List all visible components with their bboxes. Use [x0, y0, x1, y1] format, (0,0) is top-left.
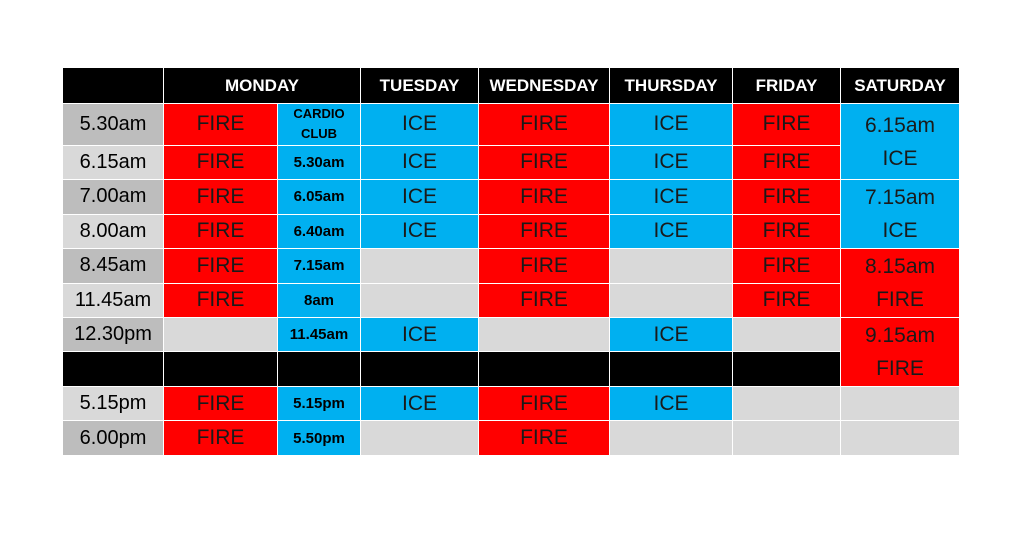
thursday-class-cell: ICE [610, 214, 733, 248]
table-row [63, 249, 960, 283]
time-cell: 8.00am [63, 214, 164, 248]
time-cell: 5.30am [63, 104, 164, 146]
header-row [63, 68, 960, 104]
tuesday-class-cell: ICE [361, 214, 479, 248]
time-cell: 11.45am [63, 283, 164, 317]
time-cell: 6.15am [63, 145, 164, 179]
tuesday-class-cell [361, 249, 479, 283]
saturday-session-type: ICE [882, 219, 918, 243]
tuesday-class-cell [361, 283, 479, 317]
time-cell: 6.00pm [63, 421, 164, 456]
monday-class-cell: FIRE [164, 145, 278, 179]
saturday-session-cell [841, 249, 960, 318]
separator-cell [63, 352, 164, 386]
wednesday-class-cell: FIRE [479, 421, 610, 456]
monday-class-cell: FIRE [164, 214, 278, 248]
time-cell: 8.45am [63, 249, 164, 283]
tuesday-class-cell: ICE [361, 318, 479, 352]
thursday-class-cell: ICE [610, 386, 733, 420]
time-cell: 12.30pm [63, 318, 164, 352]
tuesday-class-cell: ICE [361, 145, 479, 179]
cardio-club-time: 8am [278, 283, 361, 317]
table-row [63, 318, 960, 352]
table-row [63, 145, 960, 179]
saturday-session-cell [841, 180, 960, 249]
time-cell: 7.00am [63, 180, 164, 214]
wednesday-class-cell: FIRE [479, 283, 610, 317]
friday-class-cell [733, 318, 841, 352]
header-thursday: THURSDAY [610, 68, 733, 104]
friday-class-cell: FIRE [733, 283, 841, 317]
cardio-club-time: 5.30am [278, 145, 361, 179]
friday-class-cell: FIRE [733, 145, 841, 179]
thursday-class-cell: ICE [610, 104, 733, 146]
header-tuesday: TUESDAY [361, 68, 479, 104]
saturday-session-cell [841, 318, 960, 387]
table-row [63, 214, 960, 248]
thursday-class-cell: ICE [610, 180, 733, 214]
table-row [63, 104, 960, 146]
saturday-session-time: 8.15am [864, 255, 936, 279]
corner-header [63, 68, 164, 104]
separator-cell [278, 352, 361, 386]
separator-cell [361, 352, 479, 386]
cardio-club-time: 5.15pm [278, 386, 361, 420]
thursday-class-cell: ICE [610, 318, 733, 352]
separator-cell [733, 352, 841, 386]
table-row [63, 421, 960, 456]
table-row [63, 283, 960, 317]
friday-class-cell: FIRE [733, 249, 841, 283]
wednesday-class-cell: FIRE [479, 214, 610, 248]
wednesday-class-cell: FIRE [479, 104, 610, 146]
wednesday-class-cell: FIRE [479, 386, 610, 420]
monday-class-cell: FIRE [164, 104, 278, 146]
thursday-class-cell: ICE [610, 145, 733, 179]
header-friday: FRIDAY [733, 68, 841, 104]
header-wednesday: WEDNESDAY [479, 68, 610, 104]
tuesday-class-cell: ICE [361, 386, 479, 420]
separator-row [63, 352, 960, 386]
table-row [63, 386, 960, 420]
tuesday-class-cell: ICE [361, 104, 479, 146]
friday-class-cell: FIRE [733, 104, 841, 146]
saturday-session-time: 7.15am [864, 186, 936, 210]
tuesday-class-cell: ICE [361, 180, 479, 214]
wednesday-class-cell [479, 318, 610, 352]
cardio-club-time: 6.40am [278, 214, 361, 248]
monday-class-cell: FIRE [164, 386, 278, 420]
thursday-class-cell [610, 421, 733, 456]
saturday-session-cell [841, 104, 960, 180]
monday-class-cell: FIRE [164, 180, 278, 214]
friday-class-cell: FIRE [733, 214, 841, 248]
monday-class-cell: FIRE [164, 283, 278, 317]
separator-cell [164, 352, 278, 386]
saturday-empty-cell [841, 421, 960, 456]
friday-class-cell [733, 421, 841, 456]
friday-class-cell: FIRE [733, 180, 841, 214]
saturday-session-type: FIRE [876, 288, 924, 312]
wednesday-class-cell: FIRE [479, 249, 610, 283]
monday-class-cell: FIRE [164, 421, 278, 456]
class-timetable [62, 67, 960, 456]
saturday-session-type: ICE [882, 146, 918, 170]
header-saturday: SATURDAY [841, 68, 960, 104]
cardio-club-time: 11.45am [278, 318, 361, 352]
cardio-club-time: 7.15am [278, 249, 361, 283]
separator-cell [479, 352, 610, 386]
thursday-class-cell [610, 283, 733, 317]
cardio-club-time: 6.05am [278, 180, 361, 214]
cardio-club-time: 5.50pm [278, 421, 361, 456]
table-row [63, 180, 960, 214]
header-monday: MONDAY [164, 68, 361, 104]
saturday-session-time: 6.15am [864, 113, 936, 137]
monday-class-cell [164, 318, 278, 352]
separator-cell [610, 352, 733, 386]
monday-class-cell: FIRE [164, 249, 278, 283]
tuesday-class-cell [361, 421, 479, 456]
wednesday-class-cell: FIRE [479, 145, 610, 179]
saturday-empty-cell [841, 386, 960, 420]
time-cell: 5.15pm [63, 386, 164, 420]
saturday-session-time: 9.15am [864, 323, 936, 347]
cardio-club-heading: CARDIO CLUB [278, 104, 361, 146]
friday-class-cell [733, 386, 841, 420]
wednesday-class-cell: FIRE [479, 180, 610, 214]
thursday-class-cell [610, 249, 733, 283]
saturday-session-type: FIRE [876, 356, 924, 380]
